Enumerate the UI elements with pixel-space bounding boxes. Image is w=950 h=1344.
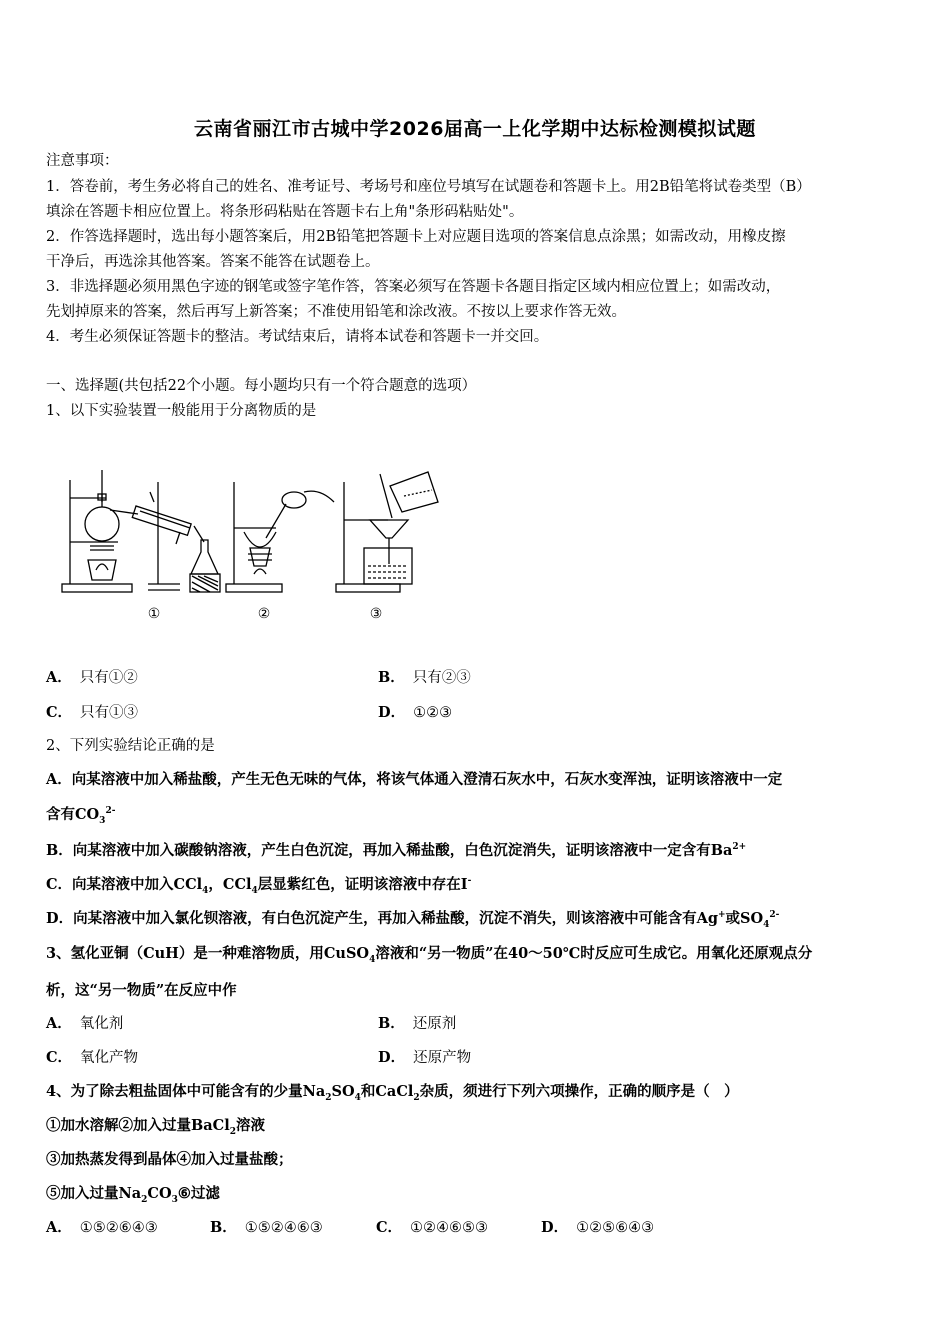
filtration-apparatus [336,472,438,592]
question-3-stem-cont: 析，这“另一物质”在反应中作 [46,982,237,999]
q1-option-a[interactable]: A． 只有①② [46,669,138,686]
evaporation-apparatus [226,482,334,592]
q1-option-d[interactable]: D． ①②③ [378,704,453,721]
notice-line: 先划掉原来的答案，然后再写上新答案；不准使用铅笔和涂改液。不按以上要求作答无效。 [46,304,626,320]
q4-option-b[interactable]: B． ①⑤②④⑥③ [210,1219,323,1236]
q2-option-c[interactable]: C．向某溶液中加入CCl$_4$，CCl$_4$层显紫红色，证明该溶液中存在I- [46,876,472,896]
q2-option-d[interactable]: D．向某溶液中加入氯化钡溶液，有白色沉淀产生，再加入稀盐酸，沉淀不消失，则该溶液中可能含有Ag+或$SO_4^{2-}$ [46,910,780,930]
q4-option-a[interactable]: A． ①⑤②⑥④③ [46,1219,158,1236]
notice-line: 2．作答选择题时，选出每小题答案后，用2B铅笔把答题卡上对应题目选项的答案信息点涂黑；如需改动，用橡皮擦 [46,229,786,245]
figure-label-1: ① [147,606,161,622]
q2-option-a[interactable]: A．向某溶液中加入稀盐酸，产生无色无味的气体，将该气体通入澄清石灰水中，石灰水变浑浊，证明该溶液中一定 [46,771,783,788]
section-heading: 一、选择题(共包括22个小题。每小题均只有一个符合题意的选项） [46,378,477,394]
q3-option-a[interactable]: A． 氧化剂 [46,1015,124,1032]
notice-line: 填涂在答题卡相应位置上。将条形码粘贴在答题卡右上角"条形码粘贴处"。 [46,204,524,220]
distillation-apparatus [62,470,220,592]
question-3-stem: 3、氢化亚铜（CuH）是一种难溶物质，用CuSO$_4$溶液和“另一物质”在40～50℃时反应可生成它。用氧化还原观点分 [46,945,813,965]
question-4-stem: 4、为了除去粗盐固体中可能含有的少量$Na_2SO_4$和CaCl$_2$杂质，须进行下列六项操作，正确的顺序是（ ） [46,1083,739,1103]
q3-option-d[interactable]: D． 还原产物 [378,1049,472,1066]
notice-line: 4．考生必须保证答题卡的整洁。考试结束后，请将本试卷和答题卡一并交回。 [46,329,549,345]
page-title: 云南省丽江市古城中学2026届高一上化学期中达标检测模拟试题 [194,118,756,140]
q4-option-d[interactable]: D． ①②⑤⑥④③ [541,1219,655,1236]
figure-label-2: ② [257,606,271,622]
q3-option-c[interactable]: C． 氧化产物 [46,1049,139,1066]
q3-option-b[interactable]: B． 还原剂 [378,1015,457,1032]
apparatus-figure [58,462,448,627]
q1-option-b[interactable]: B． 只有②③ [378,669,471,686]
question-2-stem: 2、下列实验结论正确的是 [46,738,215,754]
q4-step-line: ①加水溶解②加入过量BaCl$_2$溶液 [46,1117,265,1137]
notice-line: 干净后，再选涂其他答案。答案不能答在试题卷上。 [46,254,380,270]
notice-line: 1．答卷前，考生务必将自己的姓名、准考证号、考场号和座位号填写在试题卷和答题卡上。用2B铅笔将试卷类型（B） [46,179,811,195]
question-1-stem: 1、以下实验装置一般能用于分离物质的是 [46,403,317,419]
q1-option-c[interactable]: C． 只有①③ [46,704,139,721]
notice-line: 3．非选择题必须用黑色字迹的钢笔或签字笔作答，答案必须写在答题卡各题目指定区域内相应位置上；如需改动， [46,279,781,295]
q2-option-a-cont: 含有$CO_3^{2-}$ [46,806,116,826]
q4-option-c[interactable]: C． ①②④⑥⑤③ [376,1219,489,1236]
q4-step-line: ⑤加入过量$Na_2CO_3⑥$过滤 [46,1185,220,1205]
q4-step-line: ③加热蒸发得到晶体④加入过量盐酸； [46,1151,293,1168]
figure-label-3: ③ [369,606,383,622]
notice-heading: 注意事项： [46,153,119,169]
q2-option-b[interactable]: B．向某溶液中加入碳酸钠溶液，产生白色沉淀，再加入稀盐酸，白色沉淀消失，证明该溶液中一定含有$Ba^{2+}$ [46,842,747,859]
